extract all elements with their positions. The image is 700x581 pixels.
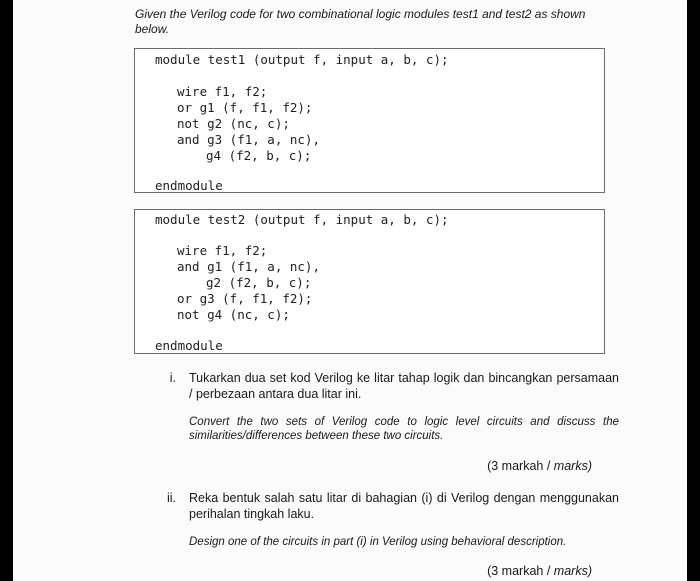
code-box-test2 bbox=[134, 209, 605, 354]
question-malay: Reka bentuk salah satu litar di bahagian (i) di Verilog dengan menggunakan perihalan tingkah laku. bbox=[189, 491, 619, 521]
code-line: endmodule bbox=[155, 338, 223, 353]
marks-english: marks) bbox=[553, 459, 592, 473]
marks-label bbox=[487, 564, 592, 578]
question-number: i. bbox=[169, 371, 176, 385]
intro-text: Given the Verilog code for two combinational logic modules test1 and test2 as shown below. bbox=[135, 7, 586, 36]
code-box-test1 bbox=[134, 48, 605, 193]
code-line: or g1 (f, f1, f2); bbox=[177, 100, 313, 115]
code-line: not g4 (nc, c); bbox=[177, 307, 290, 322]
code-line: g2 (f2, b, c); bbox=[206, 275, 312, 290]
marks-label bbox=[487, 459, 592, 473]
code-line: not g2 (nc, c); bbox=[177, 116, 290, 131]
question-english: Convert the two sets of Verilog code to logic level circuits and discuss the similarities/differences between these two circuits. bbox=[189, 416, 619, 442]
document-page bbox=[13, 0, 687, 581]
question-number: ii. bbox=[166, 491, 176, 505]
marks-malay: (3 markah / bbox=[487, 459, 551, 473]
code-line: wire f1, f2; bbox=[177, 243, 268, 258]
code-line: module test1 (output f, input a, b, c); bbox=[155, 52, 449, 67]
code-line: and g1 (f1, a, nc), bbox=[177, 259, 320, 274]
marks-english: marks) bbox=[553, 564, 592, 578]
code-line: or g3 (f, f1, f2); bbox=[177, 291, 313, 306]
question-english: Design one of the circuits in part (i) in Verilog using behavioral description. bbox=[189, 536, 567, 548]
code-line: endmodule bbox=[155, 178, 223, 193]
code-line: g4 (f2, b, c); bbox=[206, 148, 312, 163]
code-line: module test2 (output f, input a, b, c); bbox=[155, 212, 449, 227]
code-line: and g3 (f1, a, nc), bbox=[177, 132, 320, 147]
question-malay: Tukarkan dua set kod Verilog ke litar tahap logik dan bincangkan persamaan / perbezaan antara dua litar ini. bbox=[189, 371, 619, 401]
code-line: wire f1, f2; bbox=[177, 84, 268, 99]
marks-malay: (3 markah / bbox=[487, 564, 551, 578]
